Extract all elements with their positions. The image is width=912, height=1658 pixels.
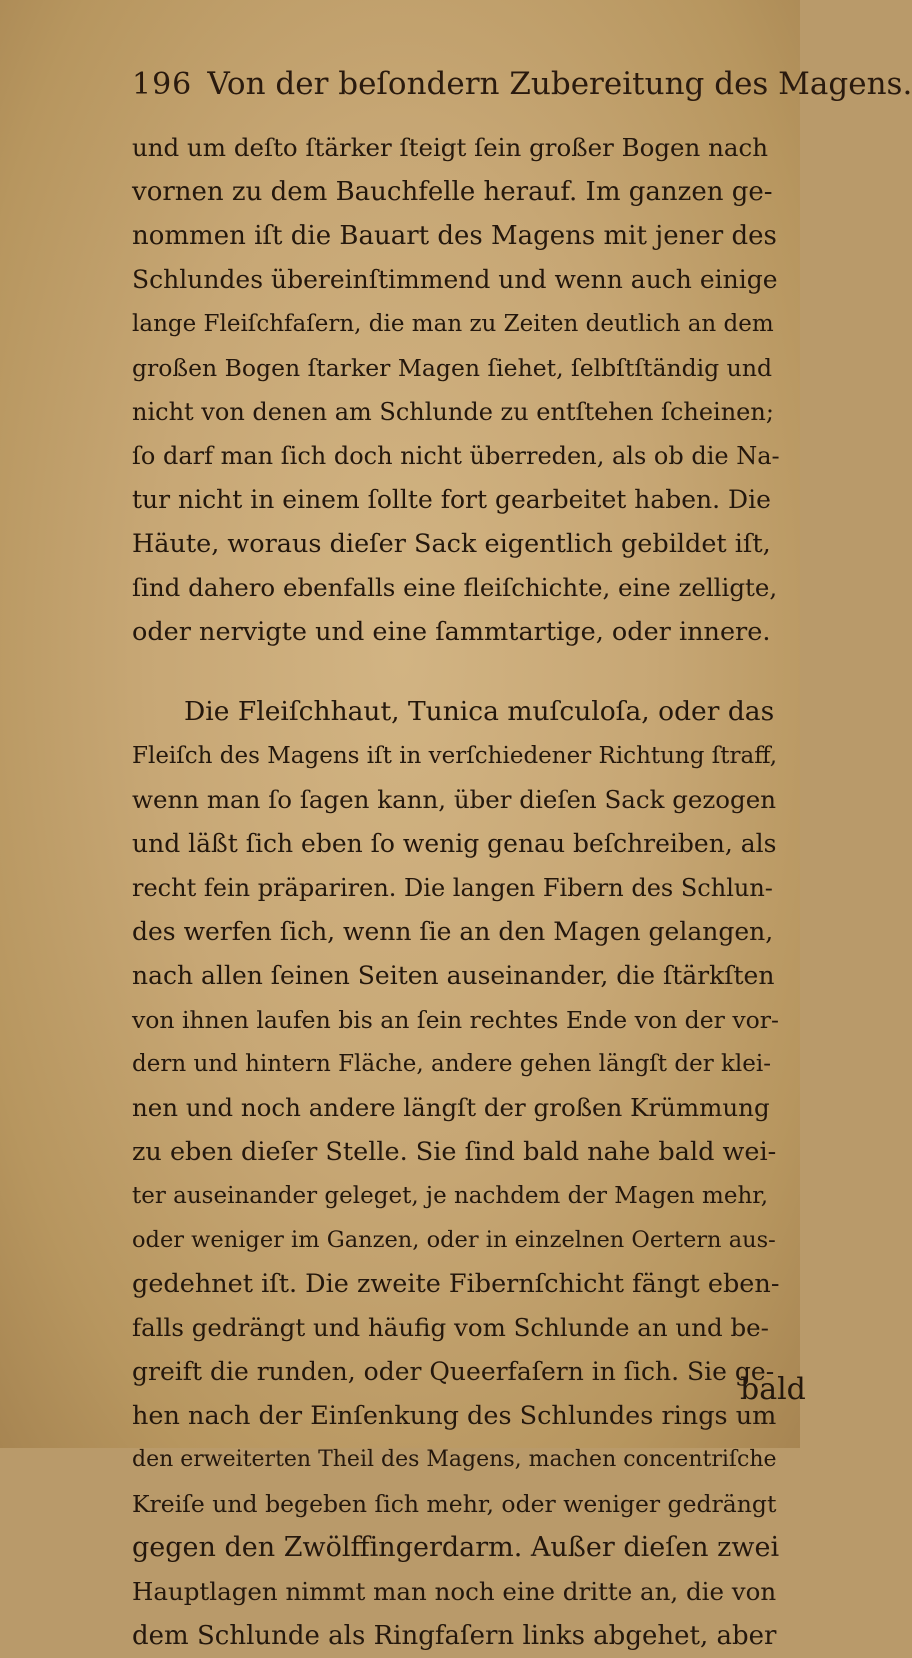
- text-line: großen Bogen ſtarker Magen ſiehet, ſelbſtſtändig und: [132, 354, 772, 382]
- paragraph-2: [132, 690, 780, 1658]
- text-line: Kreiſe und begeben ſich mehr, oder weniger gedrängt: [132, 1490, 777, 1518]
- page-number: 196: [132, 67, 193, 102]
- text-line: Die Fleiſchhaut, Tunica muſculoſa, oder das: [184, 696, 775, 727]
- body-text: [132, 126, 780, 1658]
- running-head: Von der beſondern Zubereitung des Magens.: [207, 66, 912, 102]
- text-line: oder weniger im Ganzen, oder in einzelnen Oertern aus-: [132, 1227, 776, 1253]
- text-line: nicht von denen am Schlunde zu entſtehen ſcheinen;: [132, 398, 774, 426]
- text-line: zu eben dieſer Stelle. Sie ſind bald nahe bald wei-: [132, 1137, 777, 1167]
- text-line: falls gedrängt und häufig vom Schlunde an und be-: [132, 1313, 769, 1342]
- text-line: von ihnen laufen bis an ſein rechtes Ende von der vor-: [132, 1006, 779, 1034]
- text-line: nommen iſt die Bauart des Magens mit jener des: [132, 221, 777, 251]
- text-line: ſo darf man ſich doch nicht überreden, als ob die Na-: [132, 442, 780, 470]
- text-line: oder nervigte und eine ſammtartige, oder innere.: [132, 617, 771, 647]
- page-header: [132, 66, 912, 116]
- text-line: ſind dahero ebenfalls eine fleiſchichte, eine zelligte,: [132, 573, 778, 602]
- text-line: hen nach der Einſenkung des Schlundes rings um: [132, 1401, 777, 1431]
- text-line: recht fein präpariren. Die langen Fibern des Schlun-: [132, 874, 773, 902]
- text-line: ter auseinander geleget, je nachdem der Magen mehr,: [132, 1183, 769, 1209]
- text-line: Fleiſch des Magens iſt in verſchiedener Richtung ſtraff,: [132, 743, 778, 769]
- text-line: nach allen ſeinen Seiten auseinander, die ſtärkſten: [132, 961, 775, 990]
- text-line: wenn man ſo ſagen kann, über dieſen Sack gezogen: [132, 785, 776, 814]
- text-line: gedehnet iſt. Die zweite Fibernſchicht fängt eben-: [132, 1269, 780, 1299]
- text-line: des werfen ſich, wenn ſie an den Magen gelangen,: [132, 917, 774, 946]
- text-line: Hauptlagen nimmt man noch eine dritte an, die von: [132, 1577, 777, 1606]
- text-line: lange Fleiſchfaſern, die man zu Zeiten deutlich an dem: [132, 311, 774, 337]
- text-line: den erweiterten Theil des Magens, machen concentriſche: [132, 1447, 777, 1472]
- text-line: Schlundes übereinſtimmend und wenn auch einige: [132, 265, 778, 294]
- text-line: und um deſto ſtärker ſteigt ſein großer Bogen nach: [132, 133, 768, 162]
- text-line: dem Schlunde als Ringfaſern links abgehet, aber: [132, 1621, 777, 1651]
- catchword: bald: [740, 1372, 806, 1407]
- text-line: gegen den Zwölffingerdarm. Außer dieſen zwei: [132, 1532, 780, 1563]
- text-line: tur nicht in einem ſollte fort gearbeitet haben. Die: [132, 485, 771, 514]
- text-line: vornen zu dem Bauchfelle herauf. Im ganzen ge-: [132, 177, 773, 207]
- paragraph-gap: [132, 654, 780, 690]
- text-line: und läßt ſich eben ſo wenig genau beſchreiben, als: [132, 829, 777, 858]
- text-line: greift die runden, oder Queerfaſern in ſich. Sie ge-: [132, 1357, 775, 1386]
- text-line: Häute, woraus dieſer Sack eigentlich gebildet iſt,: [132, 529, 771, 559]
- text-line: nen und noch andere längſt der großen Krümmung: [132, 1093, 770, 1122]
- text-line: dern und hintern Fläche, andere gehen längſt der klei-: [132, 1051, 772, 1077]
- paragraph-1: [132, 126, 780, 654]
